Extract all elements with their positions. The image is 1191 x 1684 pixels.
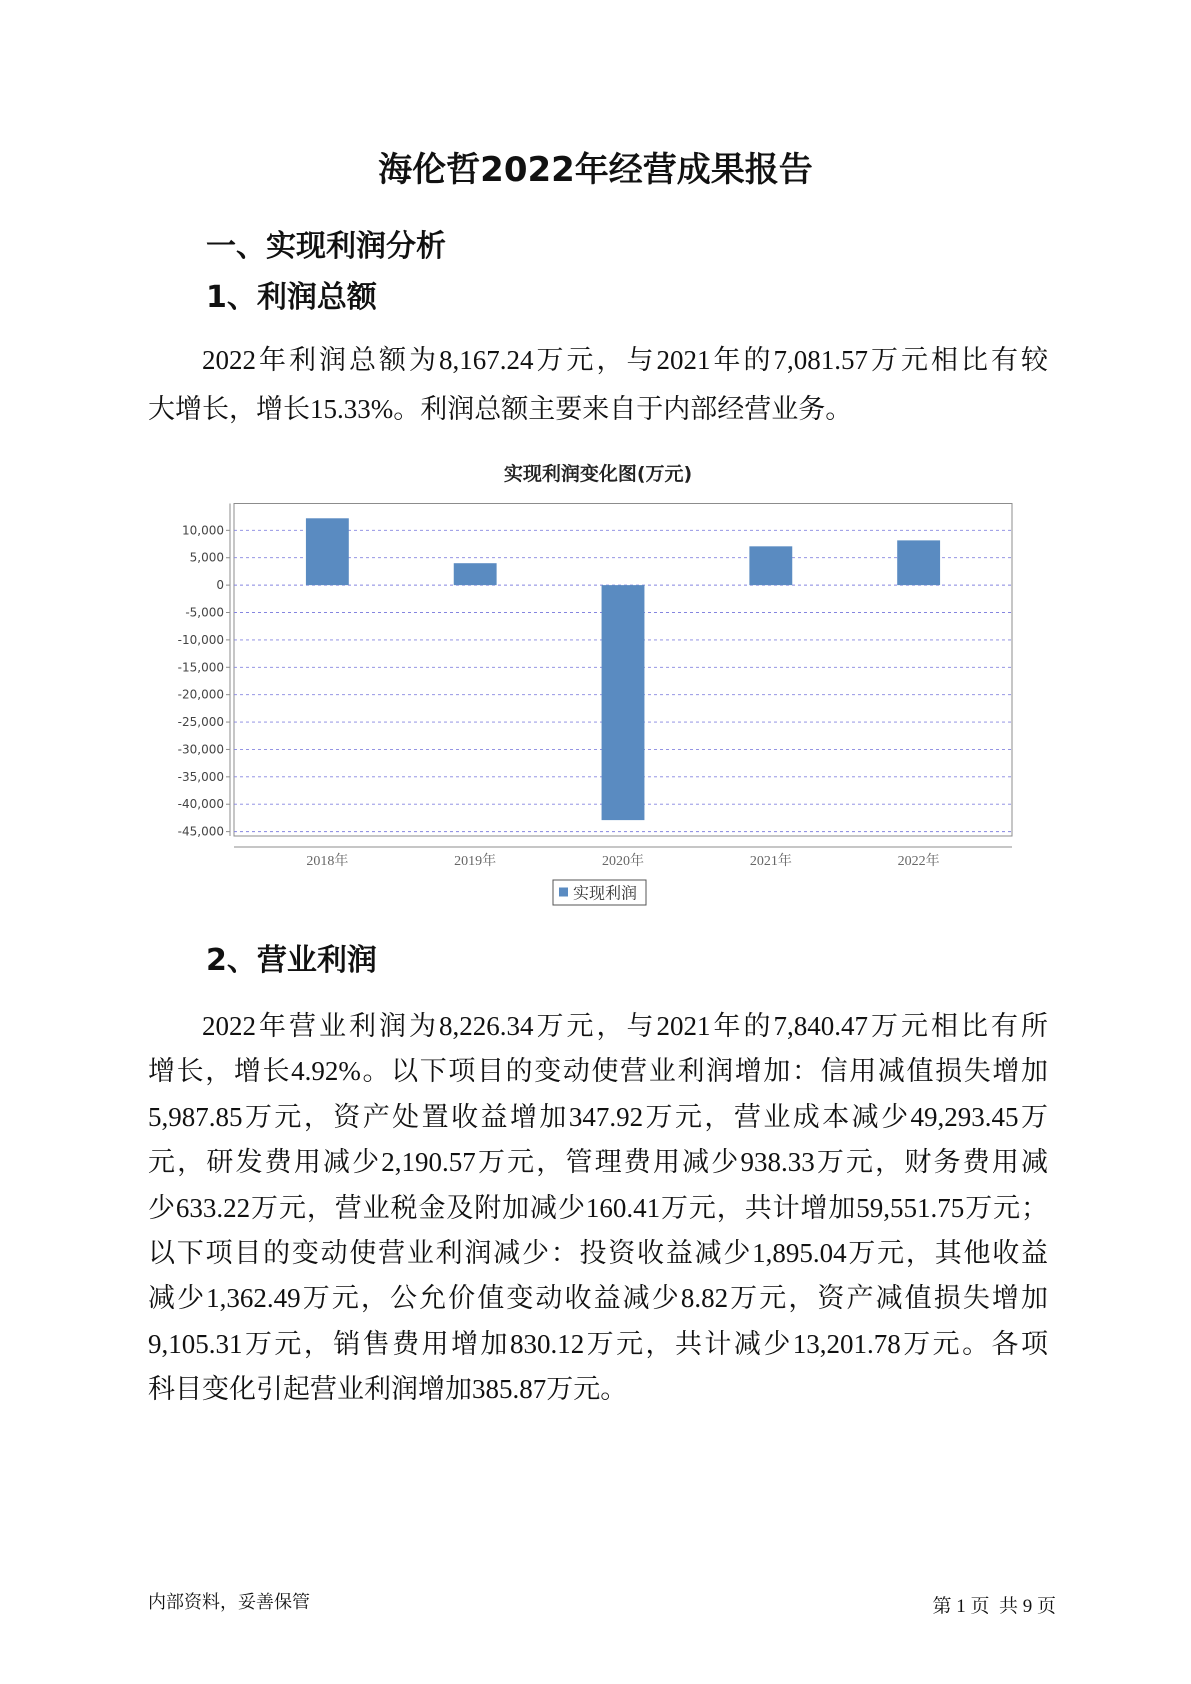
y-tick-label: -5,000 [185,605,224,620]
subsection-heading-total-profit: 1、利润总额 [206,280,377,315]
section-heading: 一、实现利润分析 [206,229,446,264]
y-axis [178,504,230,839]
y-tick-label: 5,000 [189,550,224,565]
profit-chart [140,450,1040,920]
operating-profit-paragraph [148,1004,1048,1413]
y-tick-label: -45,000 [177,824,224,839]
page-title: 海伦哲2022年经营成果报告 [378,150,813,190]
paragraph-line: 2022年利润总额为8,167.24万元，与2021年的7,081.57万元相比有较 [202,345,1048,375]
y-tick-label: -10,000 [177,632,224,647]
profit-bar [749,546,792,585]
paragraph-line: 科目变化引起营业利润增加385.87万元。 [148,1374,628,1405]
y-tick-label: 0 [216,578,224,593]
y-tick-label: -15,000 [177,660,224,675]
profit-bar [897,540,940,585]
paragraph-line: 少633.22万元，营业税金及附加减少160.41万元，共计增加59,551.75万元； [148,1192,1048,1223]
paragraph-line: 元，研发费用减少2,190.57万元，管理费用减少938.33万元，财务费用减 [148,1147,1048,1178]
paragraph-line: 9,105.31万元，销售费用增加830.12万元，共计减少13,201.78万元。各项 [148,1328,1048,1359]
y-tick-label: -40,000 [177,797,224,812]
x-tick-label: 2018年 [306,854,349,869]
footer-confidential-note: 内部资料，妥善保管 [148,1592,310,1613]
legend [553,880,646,905]
y-tick-label: -30,000 [177,742,224,757]
x-tick-label: 2022年 [897,854,940,869]
y-tick-label: -35,000 [177,769,224,784]
x-tick-label: 2021年 [749,854,792,869]
paragraph-line: 大增长，增长15.33%。利润总额主要来自于内部经营业务。 [148,393,853,424]
y-tick-label: -25,000 [177,715,224,730]
legend-swatch [559,888,568,897]
x-axis [234,847,1012,869]
x-tick-label: 2019年 [454,854,497,869]
paragraph-line: 5,987.85万元，资产处置收益增加347.92万元，营业成本减少49,293.45万 [148,1101,1048,1132]
total-profit-paragraph [148,336,1048,433]
y-tick-label: -20,000 [177,687,224,702]
legend-label: 实现利润 [573,885,638,903]
profit-bar [454,563,497,585]
profit-bar [602,585,645,820]
paragraph-line: 2022年营业利润为8,226.34万元，与2021年的7,840.47万元相比有所 [202,1011,1048,1041]
x-tick-label: 2020年 [602,854,644,869]
paragraph-line: 以下项目的变动使营业利润减少：投资收益减少1,895.04万元，其他收益 [148,1237,1048,1268]
footer-page-number: 第 1 页 共 9 页 [932,1596,1056,1617]
profit-bar [306,518,349,585]
paragraph-line: 减少1,362.49万元，公允价值变动收益减少8.82万元，资产减值损失增加 [148,1283,1048,1314]
y-tick-label: 10,000 [182,523,224,538]
paragraph-line: 增长，增长4.92%。以下项目的变动使营业利润增加：信用减值损失增加 [148,1056,1048,1087]
chart-title: 实现利润变化图(万元) [503,463,693,485]
subsection-heading-operating-profit: 2、营业利润 [206,943,377,978]
